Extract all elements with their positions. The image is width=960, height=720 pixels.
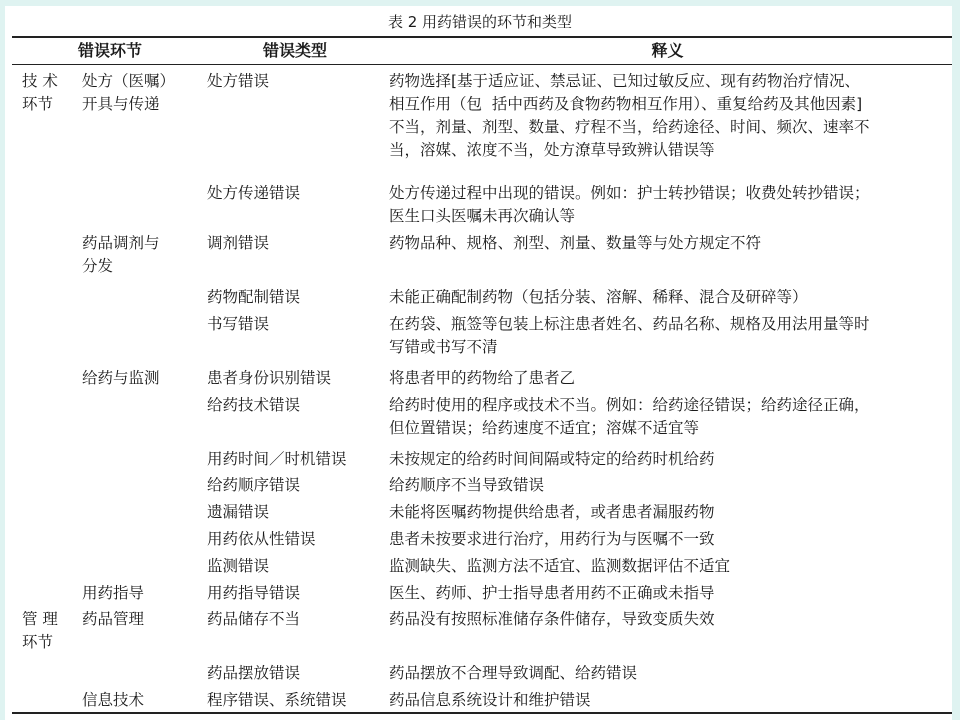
- row-definition-cell: 监测缺失、监测方法不适宜、监测数据评估不适宜: [389, 557, 731, 575]
- slide-frame-right: [952, 0, 960, 720]
- row-type-cell: 用药依从性错误: [207, 530, 316, 548]
- row-type-cell: 处方错误: [207, 72, 270, 90]
- row-group-cell: 管 理 环节: [22, 610, 58, 651]
- row-type-cell: 处方传递错误: [207, 184, 301, 202]
- row-definition-cell: 药品摆放不合理导致调配、给药错误: [389, 664, 638, 682]
- row-type-cell: 调剂错误: [207, 234, 270, 252]
- row-definition-cell: 处方传递过程中出现的错误。例如：护士转抄错误；收费处转抄错误； 医生口头医嘱未再次确认等: [389, 184, 870, 225]
- row-definition-cell: 在药袋、瓶签等包装上标注患者姓名、药品名称、规格及用法用量等时 写错或书写不清: [389, 315, 870, 356]
- table-header-rule: [12, 64, 952, 65]
- row-type-cell: 药品摆放错误: [207, 664, 301, 682]
- row-definition-cell: 患者未按要求进行治疗，用药行为与医嘱不一致: [389, 530, 715, 548]
- row-definition-cell: 药物选择[基于适应证、禁忌证、已知过敏反应、现有药物治疗情况、 相互作用（包 括中西药及食物药物相互作用）、重复给药及其他因素] 不当，剂量、剂型、数量、疗程不当，给药途径、时间、频次、速率不 当，溶媒、浓度不当，处方潦草导致辨认错误等: [389, 72, 870, 159]
- column-header-definition: 释义: [651, 41, 684, 60]
- column-header-type: 错误类型: [262, 41, 327, 60]
- row-stage-cell: 药品管理: [82, 610, 145, 628]
- row-type-cell: 给药技术错误: [207, 396, 301, 414]
- row-type-cell: 用药时间／时机错误: [207, 450, 347, 468]
- row-type-cell: 用药指导错误: [207, 584, 301, 602]
- row-definition-cell: 未能正确配制药物（包括分装、溶解、稀释、混合及研碎等）: [389, 288, 808, 306]
- slide-frame-left: [0, 0, 5, 720]
- row-definition-cell: 给药顺序不当导致错误: [389, 476, 545, 494]
- row-type-cell: 药物配制错误: [207, 288, 301, 306]
- row-definition-cell: 将患者甲的药物给了患者乙: [389, 369, 576, 387]
- column-header-stage: 错误环节: [77, 41, 142, 60]
- row-type-cell: 书写错误: [207, 315, 270, 333]
- row-definition-cell: 药品没有按照标准储存条件储存，导致变质失效: [389, 610, 715, 628]
- row-type-cell: 程序错误、系统错误: [207, 691, 347, 709]
- row-type-cell: 遗漏错误: [207, 503, 270, 521]
- row-definition-cell: 药品信息系统设计和维护错误: [389, 691, 591, 709]
- row-definition-cell: 医生、药师、护士指导患者用药不正确或未指导: [389, 584, 715, 602]
- row-stage-cell: 处方（医嘱） 开具与传递: [82, 72, 176, 113]
- row-definition-cell: 给药时使用的程序或技术不当。例如：给药途径错误；给药途径正确， 但位置错误；给药速度不适宜；溶媒不适宜等: [389, 396, 870, 437]
- row-type-cell: 药品储存不当: [207, 610, 301, 628]
- row-type-cell: 给药顺序错误: [207, 476, 301, 494]
- row-definition-cell: 未按规定的给药时间间隔或特定的给药时机给药: [389, 450, 715, 468]
- table-title: 表 2 用药错误的环节和类型: [387, 13, 573, 31]
- row-stage-cell: 药品调剂与 分发: [82, 234, 160, 275]
- row-stage-cell: 给药与监测: [82, 369, 160, 387]
- row-group-cell: 技 术 环节: [22, 72, 58, 113]
- row-stage-cell: 用药指导: [82, 584, 145, 602]
- row-stage-cell: 信息技术: [82, 691, 145, 709]
- row-type-cell: 监测错误: [207, 557, 270, 575]
- table-bottom-rule: [12, 712, 952, 714]
- row-definition-cell: 药物品种、规格、剂型、剂量、数量等与处方规定不符: [389, 234, 762, 252]
- slide-frame-top: [0, 0, 960, 6]
- row-type-cell: 患者身份识别错误: [207, 369, 332, 387]
- row-definition-cell: 未能将医嘱药物提供给患者，或者患者漏服药物: [389, 503, 715, 521]
